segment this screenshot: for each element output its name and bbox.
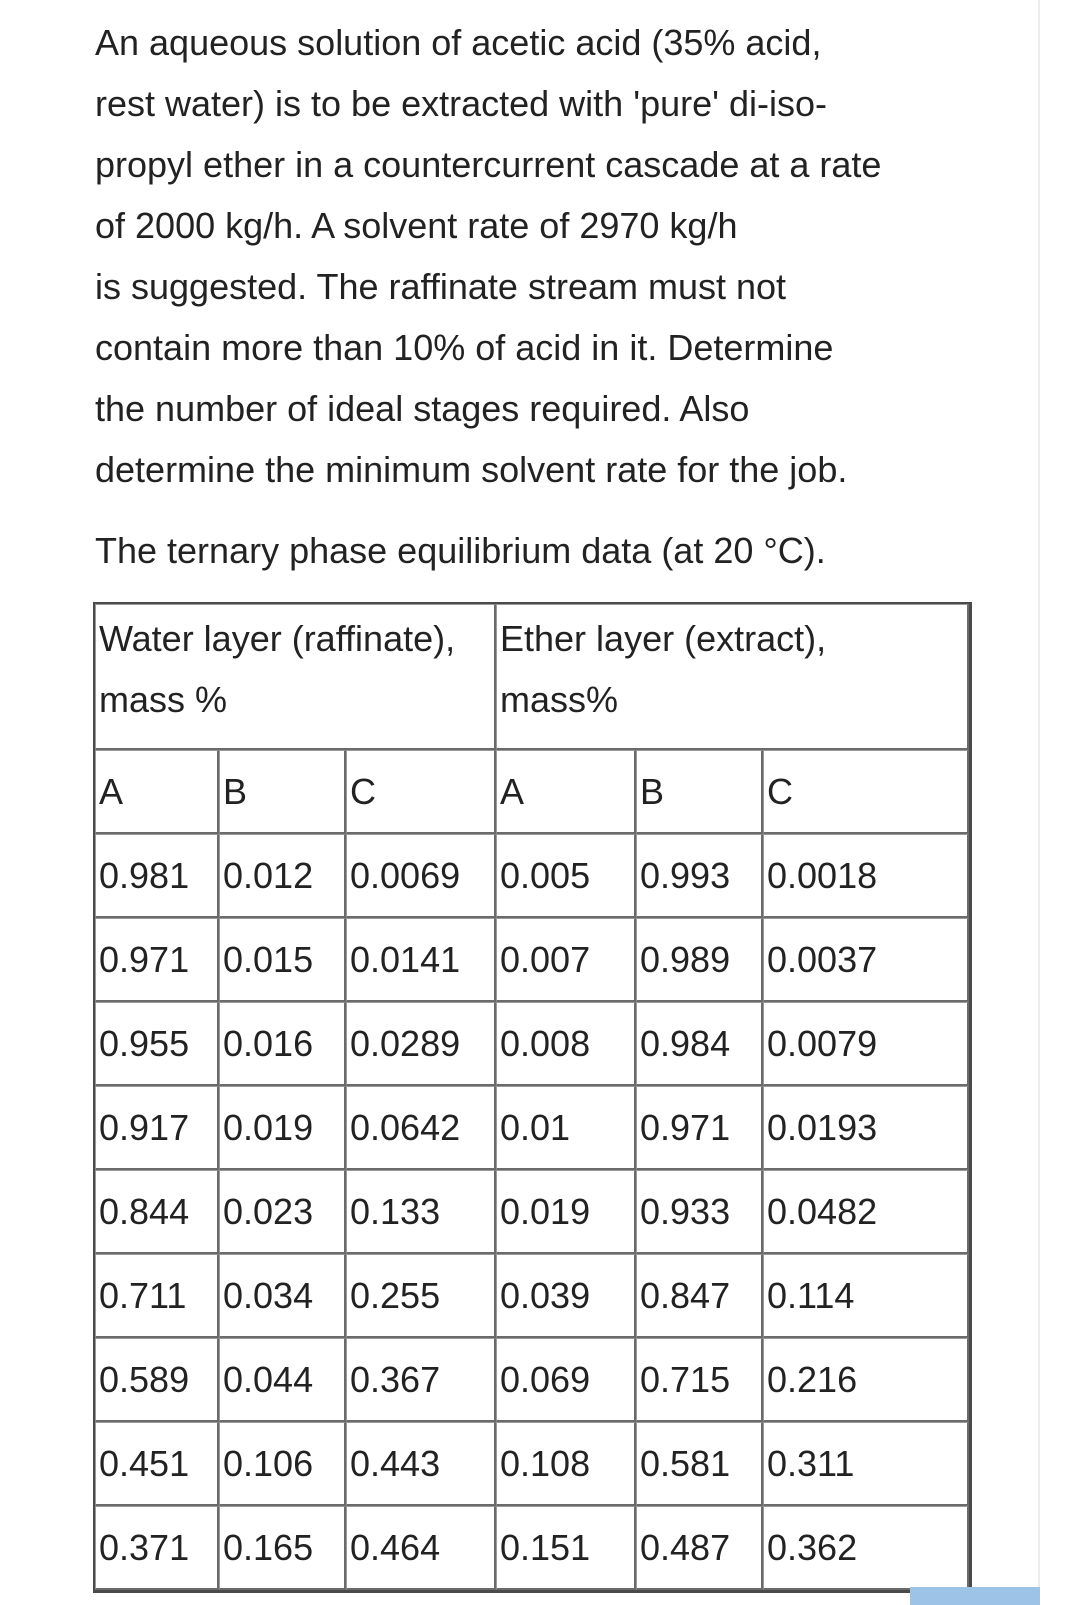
- table-cell: 0.133: [346, 1170, 496, 1254]
- table-cell: 0.984: [636, 1002, 763, 1086]
- table-cell: 0.0482: [763, 1170, 969, 1254]
- table-cell: 0.016: [219, 1002, 346, 1086]
- table-cell: 0.711: [95, 1254, 219, 1338]
- table-cell: 0.007: [496, 918, 636, 1002]
- table-cell: 0.487: [636, 1506, 763, 1590]
- table-row: [95, 1506, 969, 1590]
- table-cell: 0.451: [95, 1422, 219, 1506]
- table-cell: 0.019: [496, 1170, 636, 1254]
- table-cell: 0.069: [496, 1338, 636, 1422]
- table-cell: 0.0018: [763, 834, 969, 918]
- problem-line: propyl ether in a countercurrent cascade at a rate: [95, 144, 882, 185]
- table-cell: 0.151: [496, 1506, 636, 1590]
- ether-layer-header-unit: mass%: [500, 679, 619, 720]
- column-header: B: [219, 750, 346, 834]
- problem-line: contain more than 10% of acid in it. Determine: [95, 327, 834, 368]
- table-cell: 0.114: [763, 1254, 969, 1338]
- table-cell: 0.039: [496, 1254, 636, 1338]
- table-cell: 0.933: [636, 1170, 763, 1254]
- table-cell: 0.255: [346, 1254, 496, 1338]
- table-cell: 0.0141: [346, 918, 496, 1002]
- table-cell: 0.715: [636, 1338, 763, 1422]
- problem-statement: [95, 12, 1035, 500]
- table-cell: 0.971: [95, 918, 219, 1002]
- ether-layer-header: [496, 604, 969, 750]
- problem-line: the number of ideal stages required. Also: [95, 388, 750, 429]
- table-cell: 0.0037: [763, 918, 969, 1002]
- table-cell: 0.216: [763, 1338, 969, 1422]
- table-cell: 0.015: [219, 918, 346, 1002]
- table-cell: 0.005: [496, 834, 636, 918]
- column-header: C: [763, 750, 969, 834]
- table-row: [95, 1422, 969, 1506]
- component-header-row: [95, 750, 969, 834]
- table-cell: 0.044: [219, 1338, 346, 1422]
- table-row: [95, 1086, 969, 1170]
- water-layer-header-unit: mass %: [99, 679, 228, 720]
- table-cell: 0.989: [636, 918, 763, 1002]
- problem-line: determine the minimum solvent rate for the job.: [95, 449, 848, 490]
- table-cell: 0.034: [219, 1254, 346, 1338]
- table-cell: 0.981: [95, 834, 219, 918]
- table-cell: 0.917: [95, 1086, 219, 1170]
- column-header: C: [346, 750, 496, 834]
- table-cell: 0.0289: [346, 1002, 496, 1086]
- problem-line: An aqueous solution of acetic acid (35% acid,: [95, 22, 822, 63]
- table-cell: 0.955: [95, 1002, 219, 1086]
- table-row: [95, 1002, 969, 1086]
- ether-layer-header-title: Ether layer (extract),: [500, 618, 827, 659]
- table-cell: 0.01: [496, 1086, 636, 1170]
- table-cell: 0.589: [95, 1338, 219, 1422]
- problem-line: rest water) is to be extracted with 'pure' di-iso-: [95, 83, 828, 124]
- table-cell: 0.008: [496, 1002, 636, 1086]
- table-cell: 0.0069: [346, 834, 496, 918]
- table-cell: 0.019: [219, 1086, 346, 1170]
- column-header: B: [636, 750, 763, 834]
- table-row: [95, 1254, 969, 1338]
- table-cell: 0.012: [219, 834, 346, 918]
- water-layer-header-title: Water layer (raffinate),: [99, 618, 456, 659]
- table-cell: 0.844: [95, 1170, 219, 1254]
- table-row: [95, 918, 969, 1002]
- table-caption: The ternary phase equilibrium data (at 20 °C).: [95, 530, 826, 571]
- table-cell: 0.993: [636, 834, 763, 918]
- problem-line: of 2000 kg/h. A solvent rate of 2970 kg/h: [95, 205, 738, 246]
- table-cell: 0.108: [496, 1422, 636, 1506]
- table-cell: 0.847: [636, 1254, 763, 1338]
- table-cell: 0.165: [219, 1506, 346, 1590]
- table-cell: 0.971: [636, 1086, 763, 1170]
- column-header: A: [95, 750, 219, 834]
- table-cell: 0.367: [346, 1338, 496, 1422]
- table-row: [95, 1170, 969, 1254]
- table-cell: 0.464: [346, 1506, 496, 1590]
- scroll-tab[interactable]: [910, 1587, 1040, 1605]
- table-cell: 0.0193: [763, 1086, 969, 1170]
- table-cell: 0.362: [763, 1506, 969, 1590]
- column-header: A: [496, 750, 636, 834]
- table-cell: 0.023: [219, 1170, 346, 1254]
- page-edge-divider: [1038, 0, 1040, 1605]
- table-cell: 0.443: [346, 1422, 496, 1506]
- table-header-row: [95, 604, 969, 750]
- equilibrium-data-table: [93, 602, 972, 1593]
- table-cell: 0.581: [636, 1422, 763, 1506]
- table-row: [95, 834, 969, 918]
- table-row: [95, 1338, 969, 1422]
- table-cell: 0.311: [763, 1422, 969, 1506]
- table-cell: 0.0642: [346, 1086, 496, 1170]
- problem-line: is suggested. The raffinate stream must not: [95, 266, 787, 307]
- water-layer-header: [95, 604, 496, 750]
- table-cell: 0.371: [95, 1506, 219, 1590]
- table-cell: 0.106: [219, 1422, 346, 1506]
- table-cell: 0.0079: [763, 1002, 969, 1086]
